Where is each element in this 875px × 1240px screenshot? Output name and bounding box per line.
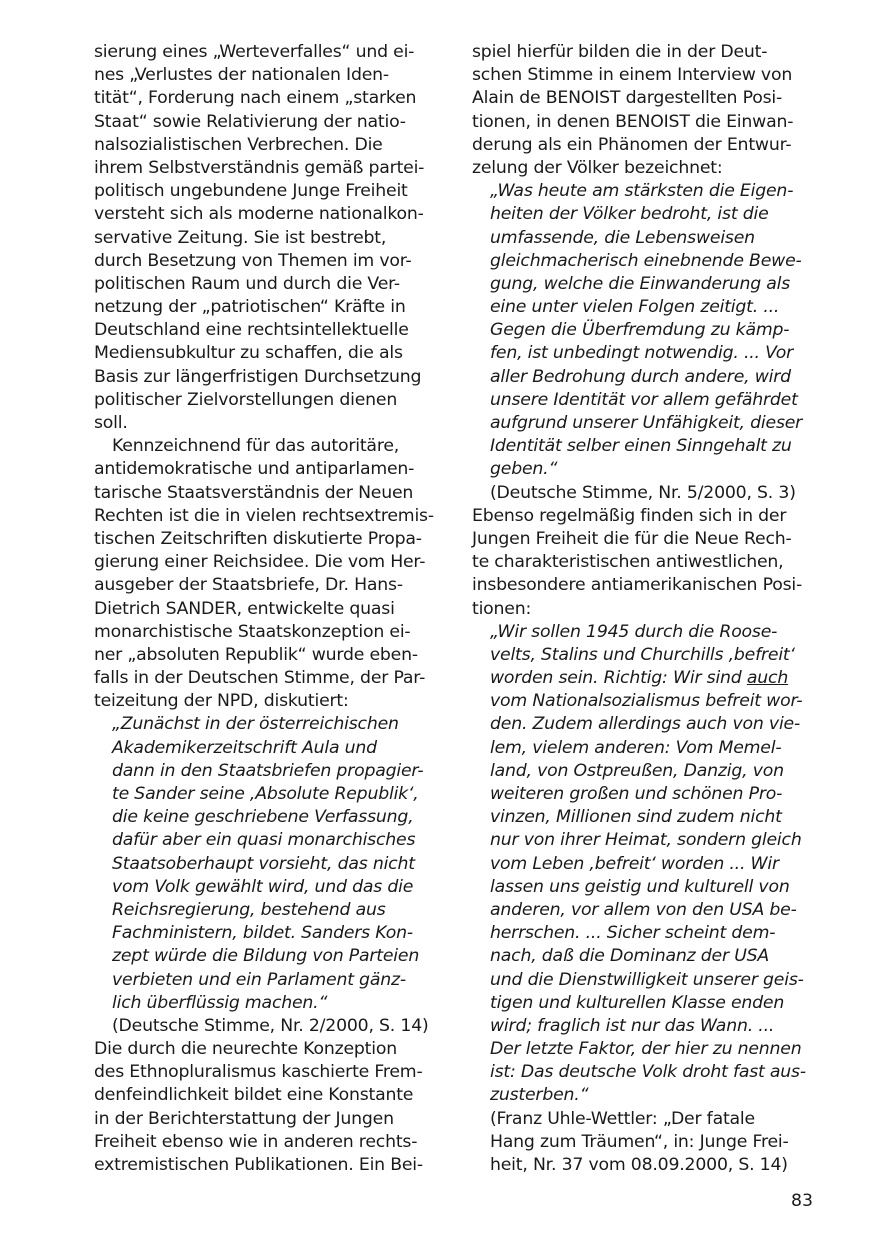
text-line xyxy=(94,644,446,667)
quote-line xyxy=(472,644,824,667)
line-text: extremistischen Publikationen. Ein Bei- xyxy=(94,1155,423,1175)
line-text: Rechten ist die in vielen rechtsextremis- xyxy=(94,505,434,526)
line-text: land, von Ostpreußen, Danzig, von xyxy=(490,760,784,781)
line-text: tionen, in denen BENOIST die Einwan- xyxy=(472,111,794,132)
text-line xyxy=(472,157,824,180)
quote-line xyxy=(94,806,446,829)
line-text: heit, Nr. 37 vom 08.09.2000, S. 14) xyxy=(490,1155,788,1175)
line-text: Staat“ sowie Relativierung der natio- xyxy=(94,111,406,132)
line-text: Freiheit ebenso wie in anderen rechts- xyxy=(94,1131,418,1152)
line-text: vom Leben ‚befreit‘ worden ... Wir xyxy=(490,853,779,874)
text-line xyxy=(94,296,446,319)
line-text: Reichsregierung, bestehend aus xyxy=(112,899,386,920)
text-line xyxy=(472,87,824,110)
text-line xyxy=(472,111,824,134)
line-text: Dietrich SANDER, entwickelte quasi xyxy=(94,598,395,619)
line-text: Kennzeichnend für das autoritäre, xyxy=(112,436,400,457)
right-text-column xyxy=(472,41,824,1177)
quote-line xyxy=(94,899,446,922)
text-line xyxy=(94,482,446,505)
text-line xyxy=(94,1015,446,1038)
line-text: tigen und kulturellen Klasse enden xyxy=(490,992,785,1013)
quote-line xyxy=(94,945,446,968)
quote-line xyxy=(472,922,824,945)
quote-line xyxy=(472,899,824,922)
quote-line xyxy=(472,621,824,644)
text-line xyxy=(94,180,446,203)
line-text: denfeindlichkeit bildet eine Konstante xyxy=(94,1085,414,1106)
text-line xyxy=(94,1038,446,1061)
quote-line xyxy=(472,435,824,458)
line-text: verbieten und ein Parlament gänz- xyxy=(112,969,406,990)
quote-line xyxy=(472,760,824,783)
text-line xyxy=(94,551,446,574)
text-line xyxy=(94,574,446,597)
line-text: antidemokratische und antiparlamen- xyxy=(94,459,415,480)
line-text: nalsozialistischen Verbrechen. Die xyxy=(94,134,383,155)
quote-line xyxy=(472,180,824,203)
line-text: gung, welche die Einwanderung als xyxy=(490,273,791,294)
quote-line xyxy=(472,737,824,760)
line-text: politischer Zielvorstellungen dienen xyxy=(94,389,398,410)
line-text: Gegen die Überfremdung zu kämp- xyxy=(490,320,790,341)
text-line xyxy=(94,667,446,690)
text-line xyxy=(472,1131,824,1154)
quote-line xyxy=(94,713,446,736)
quote-line xyxy=(472,296,824,319)
quote-line xyxy=(472,806,824,829)
line-text: „Zunächst in der österreichischen xyxy=(112,714,399,735)
quote-line xyxy=(94,829,446,852)
text-line xyxy=(472,574,824,597)
quote-line xyxy=(472,273,824,296)
text-line xyxy=(94,366,446,389)
line-text: durch Besetzung von Themen im vor- xyxy=(94,250,412,271)
line-text: vinzen, Millionen sind zudem nicht xyxy=(490,807,782,828)
text-line xyxy=(94,389,446,412)
line-text: den. Zudem allerdings auch von vie- xyxy=(490,714,801,735)
quote-line xyxy=(94,992,446,1015)
line-text: weiteren großen und schönen Pro- xyxy=(490,784,783,804)
text-line xyxy=(94,412,446,435)
text-line xyxy=(94,528,446,551)
quote-line xyxy=(472,667,824,690)
text-line xyxy=(472,482,824,505)
quote-line xyxy=(472,389,824,412)
line-text: Der letzte Faktor, der hier zu nennen xyxy=(490,1039,802,1060)
line-text: spiel hierfür bilden die in der Deut- xyxy=(472,42,768,62)
text-line xyxy=(472,1108,824,1131)
line-text: Ebenso regelmäßig finden sich in der xyxy=(472,505,787,526)
line-text: Akademikerzeitschrift Aula und xyxy=(112,737,377,758)
underlined-word: auch xyxy=(746,668,789,689)
line-text: Jungen Freiheit die für die Neue Rech- xyxy=(472,528,792,549)
text-line xyxy=(94,505,446,528)
line-text: herrschen. ... Sicher scheint dem- xyxy=(490,923,776,944)
quote-line xyxy=(94,783,446,806)
text-line xyxy=(94,250,446,273)
quote-line xyxy=(472,203,824,226)
text-line xyxy=(94,342,446,365)
line-text: nes „Verlustes der nationalen Iden- xyxy=(94,65,389,86)
line-text: des Ethnopluralismus kaschierte Frem- xyxy=(94,1062,423,1083)
line-text: in der Berichterstattung der Jungen xyxy=(94,1108,394,1129)
text-line xyxy=(94,157,446,180)
line-text: Alain de BENOIST dargestellten Posi- xyxy=(472,88,783,109)
line-text: te charakteristischen antiwestlichen, xyxy=(472,552,784,573)
quote-line xyxy=(94,969,446,992)
text-line xyxy=(472,41,824,64)
quote-line xyxy=(472,969,824,992)
line-text: lem, vielem anderen: Vom Memel- xyxy=(490,737,782,758)
line-text: teizeitung der NPD, diskutiert: xyxy=(94,691,349,712)
text-line xyxy=(94,273,446,296)
text-line xyxy=(94,621,446,644)
text-line xyxy=(472,64,824,87)
line-text: zept würde die Bildung von Parteien xyxy=(112,946,420,967)
line-text: umfassende, die Lebensweisen xyxy=(490,227,755,248)
line-text: sierung eines „Werteverfalles“ und ei- xyxy=(94,42,415,62)
line-text: schen Stimme in einem Interview von xyxy=(472,65,793,86)
line-text: soll. xyxy=(94,413,128,433)
quote-line xyxy=(472,227,824,250)
line-text: ner „absoluten Republik“ wurde eben- xyxy=(94,644,418,665)
line-text: (Franz Uhle-Wettler: „Der fatale xyxy=(490,1108,755,1129)
text-line xyxy=(94,203,446,226)
line-text: Basis zur längerfristigen Durchsetzung xyxy=(94,366,422,387)
quote-line xyxy=(472,1084,824,1107)
line-text: politischen Raum und durch die Ver- xyxy=(94,273,400,294)
text-line xyxy=(94,690,446,713)
line-text: geben.“ xyxy=(490,459,558,480)
line-text: Fachministern, bildet. Sanders Kon- xyxy=(112,923,413,944)
quote-line xyxy=(472,829,824,852)
line-text: Identität selber einen Sinngehalt zu xyxy=(490,436,792,457)
quote-line xyxy=(472,412,824,435)
quote-line xyxy=(94,922,446,945)
text-line xyxy=(472,1154,824,1177)
line-text: Staatsoberhaupt vorsieht, das nicht xyxy=(112,853,415,874)
text-line xyxy=(94,1061,446,1084)
quote-line xyxy=(472,319,824,342)
line-text: aufgrund unserer Unfähigkeit, dieser xyxy=(490,413,803,433)
line-text: lich überflüssig machen.“ xyxy=(112,992,328,1013)
quote-line xyxy=(472,690,824,713)
text-line xyxy=(472,134,824,157)
line-text: „Wir sollen 1945 durch die Roose- xyxy=(490,621,778,642)
line-text: und die Dienstwilligkeit unserer geis- xyxy=(490,969,804,990)
line-text: fen, ist unbedingt notwendig. ... Vor xyxy=(490,343,794,364)
line-text: servative Zeitung. Sie ist bestrebt, xyxy=(94,227,387,248)
text-line xyxy=(94,1154,446,1177)
quote-line xyxy=(472,992,824,1015)
line-text: insbesondere antiamerikanischen Posi- xyxy=(472,575,803,596)
line-text: netzung der „patriotischen“ Kräfte in xyxy=(94,297,406,318)
quote-line xyxy=(472,945,824,968)
text-line xyxy=(94,319,446,342)
text-line xyxy=(94,111,446,134)
line-text: ihrem Selbstverständnis gemäß partei- xyxy=(94,157,425,178)
text-line xyxy=(94,227,446,250)
line-text: te Sander seine ‚Absolute Republik‘, xyxy=(112,784,419,804)
line-text: versteht sich als moderne nationalkon- xyxy=(94,204,424,225)
line-text: wird; fraglich ist nur das Wann. ... xyxy=(490,1015,775,1036)
line-text: heiten der Völker bedroht, ist die xyxy=(490,204,769,225)
line-text: zelung der Völker bezeichnet: xyxy=(472,157,723,178)
line-text: worden sein. Richtig: Wir sind xyxy=(490,668,747,689)
line-text: vom Volk gewählt wird, und das die xyxy=(112,876,414,897)
line-text: unsere Identität vor allem gefährdet xyxy=(490,389,798,410)
line-text: vom Nationalsozialismus befreit wor- xyxy=(490,691,803,712)
line-text: Hang zum Träumen“, in: Junge Frei- xyxy=(490,1131,789,1152)
line-text: Deutschland eine rechtsintellektuelle xyxy=(94,320,409,341)
text-line xyxy=(472,551,824,574)
text-line xyxy=(94,1108,446,1131)
text-line xyxy=(94,64,446,87)
line-text: tität“, Forderung nach einem „starken xyxy=(94,88,417,109)
line-text: nur von ihrer Heimat, sondern gleich xyxy=(490,830,802,851)
line-text: dafür aber ein quasi monarchisches xyxy=(112,830,416,851)
line-text: velts, Stalins und Churchills ‚befreit‘ xyxy=(490,644,795,665)
quote-line xyxy=(472,1015,824,1038)
quote-line xyxy=(94,760,446,783)
text-line xyxy=(94,41,446,64)
line-text: aller Bedrohung durch andere, wird xyxy=(490,366,791,387)
line-text: gleichmacherisch einebnende Bewe- xyxy=(490,250,802,271)
line-text: monarchistische Staatskonzeption ei- xyxy=(94,621,411,642)
left-text-column xyxy=(94,41,446,1177)
text-line xyxy=(472,598,824,621)
line-text: ist: Das deutsche Volk droht fast aus- xyxy=(490,1062,806,1083)
text-line xyxy=(472,505,824,528)
quote-line xyxy=(472,1061,824,1084)
line-text: lassen uns geistig und kulturell von xyxy=(490,876,790,897)
text-line xyxy=(94,134,446,157)
line-text: tarische Staatsverständnis der Neuen xyxy=(94,482,414,503)
quote-line xyxy=(94,853,446,876)
line-text: tionen: xyxy=(472,598,532,619)
quote-line xyxy=(472,853,824,876)
line-text: falls in der Deutschen Stimme, der Par- xyxy=(94,668,426,689)
line-text: politisch ungebundene Junge Freiheit xyxy=(94,181,408,202)
quote-line xyxy=(472,342,824,365)
quote-line xyxy=(472,713,824,736)
line-text: Die durch die neurechte Konzeption xyxy=(94,1039,397,1060)
line-text: zusterben.“ xyxy=(490,1085,589,1106)
line-text: (Deutsche Stimme, Nr. 2/2000, S. 14) xyxy=(112,1015,429,1036)
line-text: nach, daß die Dominanz der USA xyxy=(490,946,770,967)
text-line xyxy=(94,598,446,621)
text-line xyxy=(94,1131,446,1154)
quote-line xyxy=(472,783,824,806)
quote-line xyxy=(472,876,824,899)
line-text: eine unter vielen Folgen zeitigt. ... xyxy=(490,297,780,318)
line-text: (Deutsche Stimme, Nr. 5/2000, S. 3) xyxy=(490,482,796,503)
line-text: gierung einer Reichsidee. Die vom Her- xyxy=(94,552,426,573)
line-text: anderen, vor allem von den USA be- xyxy=(490,899,797,920)
text-line xyxy=(94,435,446,458)
line-text: tischen Zeitschriften diskutierte Propa- xyxy=(94,528,422,549)
line-text: die keine geschriebene Verfassung, xyxy=(112,807,414,828)
text-line xyxy=(94,1084,446,1107)
line-text: „Was heute am stärksten die Eigen- xyxy=(490,181,794,202)
page-number: 83 xyxy=(791,1191,813,1211)
line-text: derung als ein Phänomen der Entwur- xyxy=(472,134,792,155)
quote-line xyxy=(94,876,446,899)
quote-line xyxy=(94,737,446,760)
quote-line xyxy=(472,1038,824,1061)
quote-line xyxy=(472,250,824,273)
quote-line xyxy=(472,366,824,389)
text-line xyxy=(94,87,446,110)
line-text: ausgeber der Staatsbriefe, Dr. Hans- xyxy=(94,575,403,596)
text-line xyxy=(94,458,446,481)
quote-line xyxy=(472,458,824,481)
text-line xyxy=(472,528,824,551)
line-text: dann in den Staatsbriefen propagier- xyxy=(112,760,424,781)
line-text: Mediensubkultur zu schaffen, die als xyxy=(94,343,403,364)
